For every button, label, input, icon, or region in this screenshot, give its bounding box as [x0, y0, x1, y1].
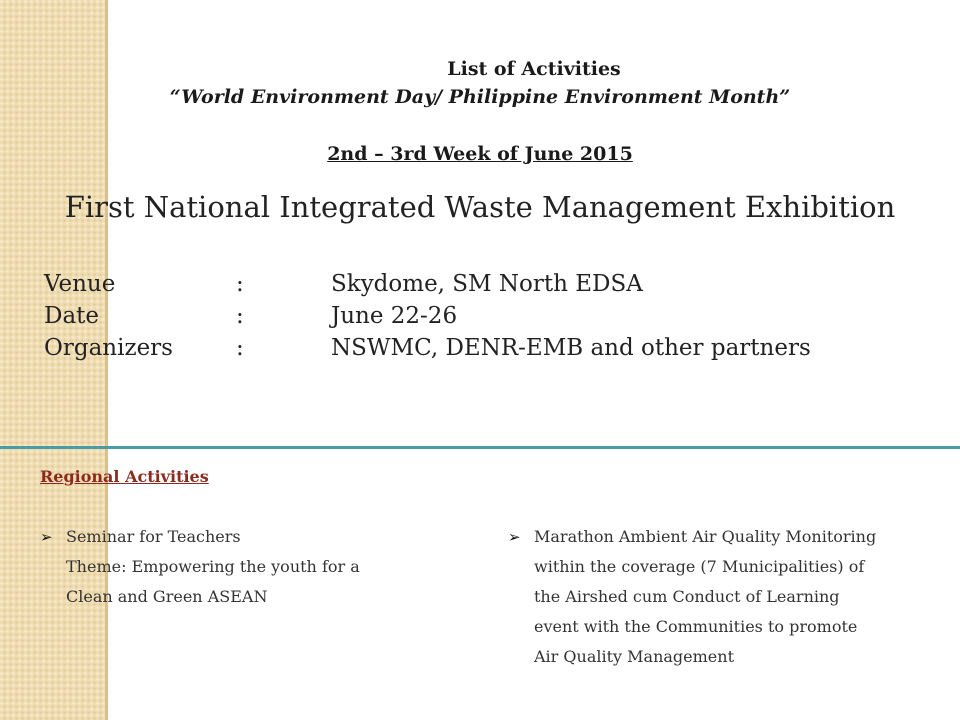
list-item-detail: the Airshed cum Conduct of Learning — [534, 587, 840, 606]
list-item-detail: Clean and Green ASEAN — [66, 587, 268, 606]
regional-left-column — [40, 522, 460, 612]
detail-value: Skydome, SM North EDSA — [331, 271, 643, 297]
exhibition-title: First National Integrated Waste Management Exhibition — [64, 190, 896, 224]
detail-colon: : — [236, 303, 244, 329]
detail-value: NSWMC, DENR-EMB and other partners — [331, 335, 811, 361]
detail-label: Date — [44, 303, 100, 329]
detail-label: Organizers — [44, 335, 173, 361]
regional-activities-heading: Regional Activities — [40, 467, 209, 486]
arrow-bullet-icon: ➢ — [40, 528, 53, 546]
arrow-bullet-icon: ➢ — [508, 528, 521, 546]
list-item-detail: Theme: Empowering the youth for a — [66, 557, 360, 576]
list-item — [40, 522, 460, 552]
detail-colon: : — [236, 335, 244, 361]
detail-label: Venue — [44, 271, 116, 297]
list-item-detail: Air Quality Management — [534, 647, 735, 666]
week-heading: 2nd – 3rd Week of June 2015 — [327, 143, 633, 165]
list-item-detail: within the coverage (7 Municipalities) of — [534, 557, 865, 576]
detail-colon: : — [236, 271, 244, 297]
detail-value: June 22-26 — [331, 303, 458, 329]
list-item-text: Seminar for Teachers — [66, 527, 241, 546]
regional-right-column — [508, 522, 928, 672]
page-subtitle: “World Environment Day/ Philippine Environment Month” — [169, 86, 791, 108]
page-title: List of Activities — [447, 58, 621, 80]
list-item — [508, 522, 928, 552]
list-item-text: Marathon Ambient Air Quality Monitoring — [534, 527, 877, 546]
section-divider — [0, 446, 960, 449]
list-item-detail: event with the Communities to promote — [534, 617, 858, 636]
